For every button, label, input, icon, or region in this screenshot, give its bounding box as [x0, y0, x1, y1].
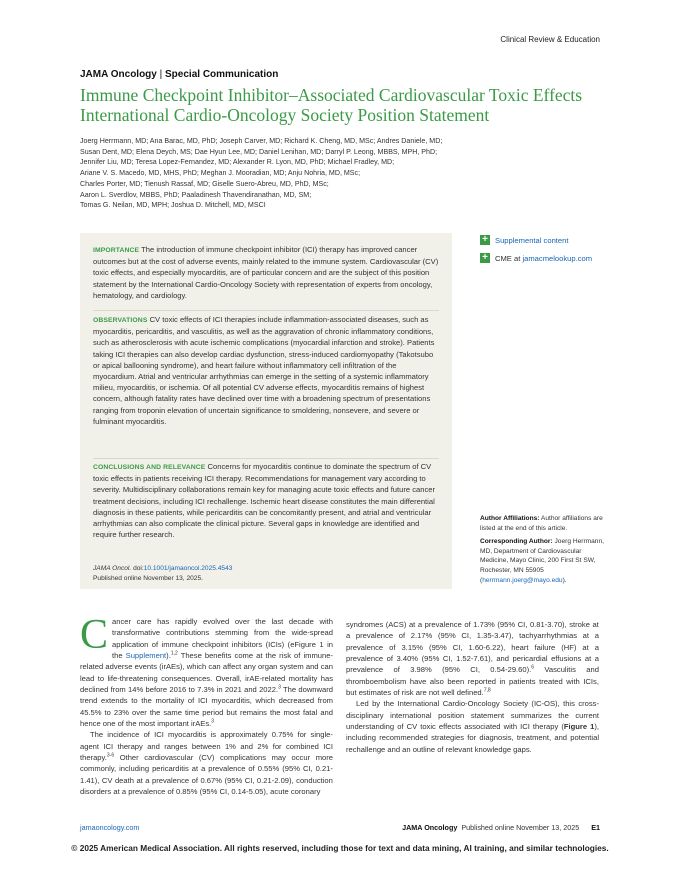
article-type: Special Communication — [165, 69, 279, 80]
abstract-conclusions — [93, 461, 439, 540]
body-paragraph: Cancer care has rapidly evolved over the last decade with transformative contributions stemming from the wide-spread application of immune checkpoint inhibitors (ICIs) (eFigure 1 in the Supplement).$^{1,2}$ These benefits come at the risk of immune-related adverse events (irAEs), which can affect any organ system and can lead to life-threatening consequences. Overall, irAE-related mortality has declined from 14% before 2016 to 7.3% in 2021 and 2022.$^3$ The downward trend extends to the mortality of ICI myocarditis, which decreased from 45.5% to 23% over the same time period but remains the most fatal and hence one of the most important irAEs.$^3$ — [80, 612, 333, 729]
cme-link[interactable] — [480, 249, 592, 267]
body-paragraph: syndromes (ACS) at a prevalence of 1.73% (95% CI, 0.81-3.70), stroke at a prevalence of 2.17% (95% CI, 1.35-3.47), tachyarrhythmias at a prevalence of 3.15% (95% CI, 1.60-6.22), heart failure (HF) at a prevalence of 3.40% (95% CI, 1.52-7.61), and pericardial effusions at a prevalence of 3.98% (95% CI, 0.54-29.60).$^6$ Vasculitis and thromboembolism have also been reported in patients treated with ICIs, but estimates of risk are not well defined.$^{7,8}$ — [346, 620, 599, 698]
author-line: Ariane V. S. Macedo, MD, MHS, PhD; Meghan J. Mooradian, MD; Anju Nohria, MD, MSc; — [80, 169, 361, 178]
citation-journal: JAMA Oncol. — [93, 565, 132, 572]
observations-text: CV toxic effects of ICI therapies include inflammation-associated diseases, such as myocarditis, pericarditis, and vasculitis, as well as the aggravation of chronic inflammatory conditions, such as atherosclerosis with acute ischemic complications (myocardial infarction and stroke). Patients taking ICI therapies can also develop cardiac dysfunction, stress-induced cardiomyopathy (Takotsubo or apical ballooning syndrome), and heart failure without inflammatory cell infiltration of the myocardium. Atrial and ventricular arrhythmias can emerge in the setting of a systemic inflammatory milieu, myocarditis, or ischemia. Of all potential CV adverse effects, myocarditis remains of highest concern, although fatality rates have declined over time with a broadening spectrum of presentations ranging from troponin elevation of uncertain significance to smoldering, nonsevere, and severe or fulminant myocarditis. — [93, 315, 435, 426]
citation-doi-label: doi: — [131, 565, 144, 572]
drop-cap: C — [80, 612, 109, 658]
footer-journal: JAMA Oncology — [402, 823, 458, 832]
cme-prefix: CME at — [495, 253, 523, 263]
section-label: Clinical Review & Education — [500, 35, 600, 44]
article-title: Immune Checkpoint Inhibitor–Associated Cardiovascular Toxic Effects — [80, 85, 583, 105]
journal-name: JAMA Oncology — [80, 69, 157, 80]
figure-ref[interactable]: Figure 1 — [563, 722, 595, 732]
importance-heading: IMPORTANCE — [93, 247, 140, 254]
conclusions-text: Concerns for myocarditis continue to dominate the spectrum of CV toxic effects in patients receiving ICI therapy. Recommendations for management vary according to severity. Multidisciplinary collaborations remain key for managing acute toxic effects and future cancer treatment decisions, including ICI rechallenge. Ischemic heart disease constitutes the main differential diagnosis in these patients, while pericarditis can be concomitantly present, and atrial and ventricular arrhythmias can also complicate the clinical picture. Several gaps in knowledge are identified and require further research. — [93, 462, 436, 540]
importance-text: The introduction of immune checkpoint inhibitor (ICI) therapy has improved cancer outcomes but at the cost of adverse events, mainly related to the immune system. Cardiovascular (CV) toxic effects, and especially myocarditis, are of particular concern and are the subject of this position statement by the International Cardio-Oncology Society with representation of experts from oncology, hematology, and cardiology. — [93, 245, 439, 300]
supplemental-label: Supplemental content — [495, 235, 569, 245]
body-column-right — [346, 619, 599, 755]
corresponding-author: Corresponding Author: Joerg Herrmann, MD, Department of Cardiovascular Medicine, Mayo Clinic, 200 First St SW, Rochester, MN 55905 (herrmann.joerg@mayo.edu). — [480, 538, 604, 584]
abstract-importance — [93, 244, 439, 301]
abstract-divider — [93, 458, 439, 459]
footer-info — [402, 823, 600, 832]
author-list — [80, 136, 480, 211]
author-line: Susan Dent, MD; Elena Deych, MS; Dae Hyun Lee, MD; Daniel Lenihan, MD; Darryl P. Leong, MBBS, MPH, PhD; — [80, 147, 438, 156]
copyright-notice: © 2025 American Medical Association. All rights reserved, including those for text and data mining, AI training, and similar technologies. — [71, 843, 609, 853]
abstract-observations — [93, 314, 439, 427]
citation — [93, 564, 232, 583]
abstract-divider — [93, 310, 439, 311]
author-affiliations: Author Affiliations: Author affiliations are listed at the end of this article. — [480, 515, 603, 532]
email-link[interactable]: herrmann.joerg@mayo.edu — [482, 576, 563, 584]
author-line: Aaron L. Sverdlov, MBBS, PhD; Paaladinesh Thavendiranathan, MD, SM; — [80, 190, 312, 199]
journal-line — [80, 69, 278, 80]
journal-separator: | — [156, 69, 166, 80]
author-line: Jennifer Liu, MD; Teresa Lopez-Fernandez, MD; Alexander R. Lyon, MD, PhD; Michael Fradley, MD; — [80, 158, 395, 167]
footer-published: Published online November 13, 2025 — [461, 823, 580, 832]
supplemental-link[interactable] — [480, 231, 592, 249]
observations-heading: OBSERVATIONS — [93, 317, 148, 324]
article-subtitle: International Cardio-Oncology Society Position Statement — [80, 105, 490, 125]
body-paragraph: The incidence of ICI myocarditis is approximately 0.75% for single-agent ICI therapy and ranges between 1% and 2% for combined ICI therapy.$^{3-6}$ Other cardiovascular (CV) complications may occur more commonly, including pericarditis at a prevalence of 0.55% (95% CI, 0.21-1.41), CV death at a prevalence of 0.67% (95% CI, 0.21-2.09), conduction disorders at a prevalence of 0.85% (95% CI, 0.14-5.05), acute coronary — [80, 730, 333, 797]
author-line: Charles Porter, MD; Tienush Rassaf, MD; Giselle Suero-Abreu, MD, PhD, MSc; — [80, 179, 329, 188]
conclusions-heading: CONCLUSIONS AND RELEVANCE — [93, 464, 206, 471]
page-number: E1 — [591, 823, 600, 832]
plus-icon: + — [480, 253, 490, 263]
plus-icon: + — [480, 235, 490, 245]
body-column-left — [80, 612, 333, 798]
body-paragraph: Led by the International Cardio-Oncology Society (IC-OS), this cross-disciplinary international position statement summarizes the current understanding of CV toxic effects associated with ICI therapy (Figure 1), including recommended strategies for diagnosis, treatment, and potential rechallenge and an outline of relevant knowledge gaps. — [346, 699, 599, 754]
cme-url[interactable]: jamacmelookup.com — [522, 253, 593, 263]
abstract-box — [80, 233, 452, 589]
doi-link[interactable]: 10.1001/jamaoncol.2025.4543 — [143, 565, 233, 572]
author-line: Tomas G. Neilan, MD, MPH; Joshua D. Mitchell, MD, MSCI — [80, 201, 266, 210]
author-line: Joerg Herrmann, MD; Ana Barac, MD, PhD; Joseph Carver, MD; Richard K. Cheng, MD, MSc; Andres Daniele, MD; — [80, 137, 443, 145]
sidebar-links — [480, 231, 592, 267]
footer-site-link[interactable]: jamaoncology.com — [80, 823, 140, 832]
supplement-link[interactable]: Supplement — [125, 651, 167, 661]
published-date: Published online November 13, 2025. — [93, 574, 203, 582]
sidebar-notes — [480, 514, 605, 585]
